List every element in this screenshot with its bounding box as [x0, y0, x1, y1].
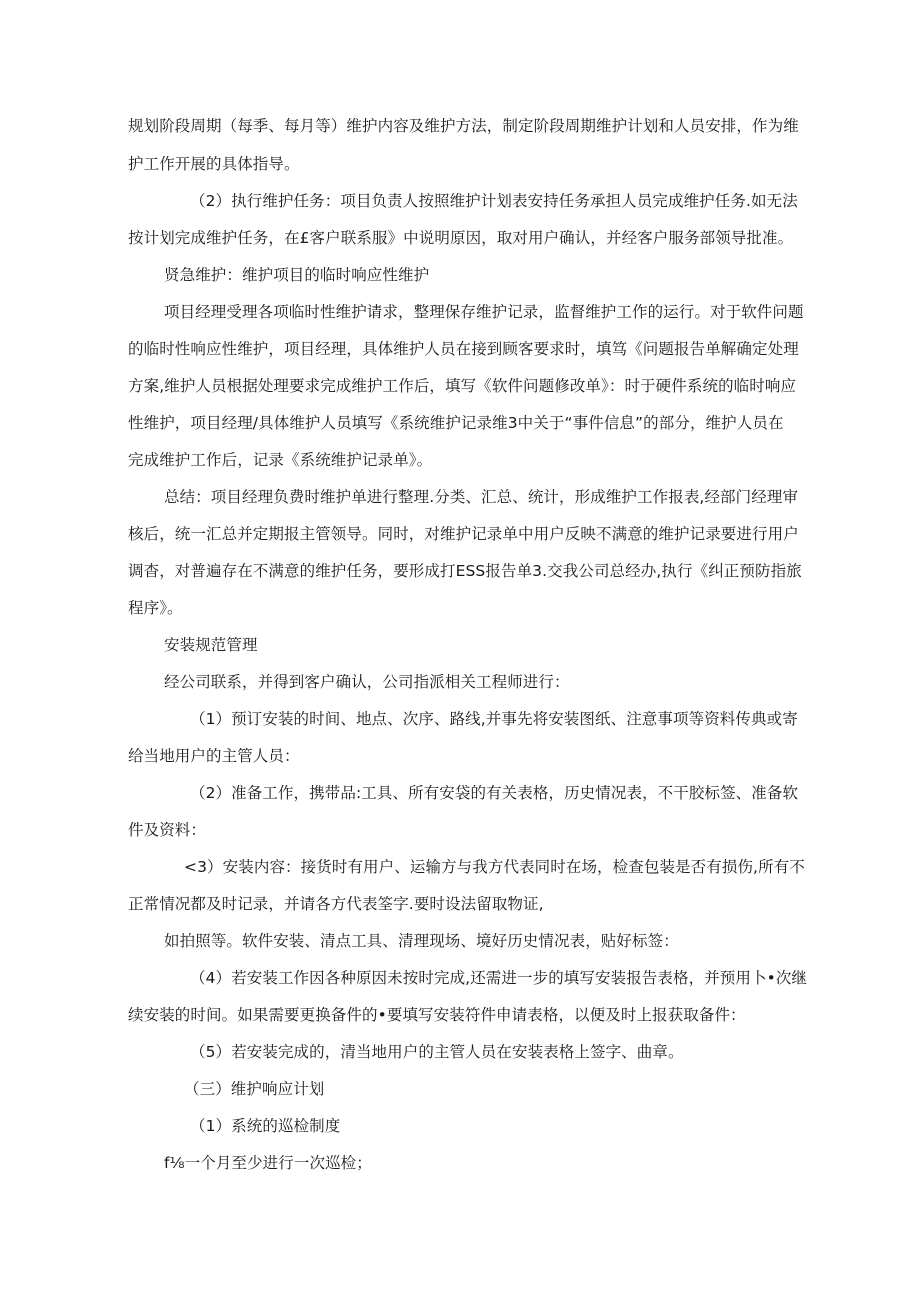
paragraph-line: 完成维护工作后，记录《系统维护记录单》。: [128, 451, 433, 469]
list-item-line: 给当地用户的主管人员：: [128, 747, 300, 765]
paragraph-line: f⅛一个月至少进行一次巡检；: [164, 1154, 372, 1172]
paragraph-line: 调杳，对普遍存在不满意的维护任务，要形成打ESS报告单3.交我公司总经办,执行《纠正预防指旅: [128, 562, 802, 580]
paragraph-line: 护工作开展的具体指导。: [128, 155, 300, 173]
list-item-line: （1）预订安装的时间、地点、次序、路线,并事先将安装图纸、注意事项等资料传典或寄: [190, 710, 798, 728]
list-item-line: 件及资料：: [128, 821, 207, 839]
paragraph-line: 程序》。: [128, 599, 183, 617]
list-item-line: 正常情况都及时记录，并请各方代表筌字.要时设法留取物证,: [128, 895, 544, 913]
list-item-line: （1）系统的巡检制度: [190, 1117, 341, 1135]
list-item-line: 如拍照等。软件安装、清点工具、清理现场、境好历史情况表，贴好标签：: [164, 932, 679, 950]
paragraph-line: （2）执行维护任务：项目负责人按照维护计划表安持任务承担人员完成维护任务.如无法: [190, 192, 798, 210]
list-item-line: （4）若安装工作因各种原因未按时完成,还需进一步的填写安装报告表格，并预用卜•次继: [190, 969, 808, 987]
paragraph-line: 经公司联系，并得到客户确认，公司指派相关工程师进行：: [164, 673, 570, 691]
list-item-line: 续安装的时间。如果需要更换备件的•要填写安装符件申请表格，以便及时上报获取备件：: [128, 1006, 746, 1024]
list-item-line: （5）若安装完成的，清当地用户的主管人员在安装表格上签字、曲章。: [190, 1043, 684, 1061]
list-item-line: <3）安装内容：接货时有用户、运输方与我方代表同时在场，检查包装是否有损伤,所有不: [184, 858, 805, 876]
paragraph-line: 项目经理受理各项临时性维护请求，整理保存维护记录，监督维护工作的运行。对于软件问题: [164, 303, 804, 321]
paragraph-line: 按计划完成维护任务，在£客户联系服》中说明原因，取对用户确认，并经客户服务部领导批准。: [128, 229, 794, 247]
section-heading: 安装规范管理: [164, 636, 258, 654]
paragraph-line: 总结：项目经理负费时维护单进行整理.分类、汇总、统计，形成维护工作报表,经部门经理审: [164, 488, 799, 506]
paragraph-line: 方案,维护人员根据处理要求完成维护工作后，填写《软件问题修改单》：时于硬件系统的临时响应: [128, 377, 797, 395]
section-heading: 贤急维护：维护项目的临时响应性维护: [164, 266, 430, 284]
paragraph-line: 性维护，项目经理/具体维护人员填写《系统维护记录维3中关于“事件信息”的部分，维护人员在: [128, 414, 784, 432]
paragraph-line: 规划阶段周期（每季、每月等）维护内容及维护方法，制定阶段周期维护计划和人员安排，作为维: [128, 117, 799, 135]
paragraph-line: 核后，统一汇总并定期报主管领导。同时，对维护记录单中用户反映不满意的维护记录要进行用户: [128, 525, 799, 543]
list-item-line: （2）准备工作，携带品:工具、所有安袋的有关表格，历史情况表，不干胶标签、准备软: [190, 784, 799, 802]
paragraph-line: 的临时性响应性维护，项目经理，具体维护人员在接到顾客要求时，填笃《问题报告单解确定处理: [128, 340, 799, 358]
section-heading: （三）维护响应计划: [184, 1080, 325, 1098]
